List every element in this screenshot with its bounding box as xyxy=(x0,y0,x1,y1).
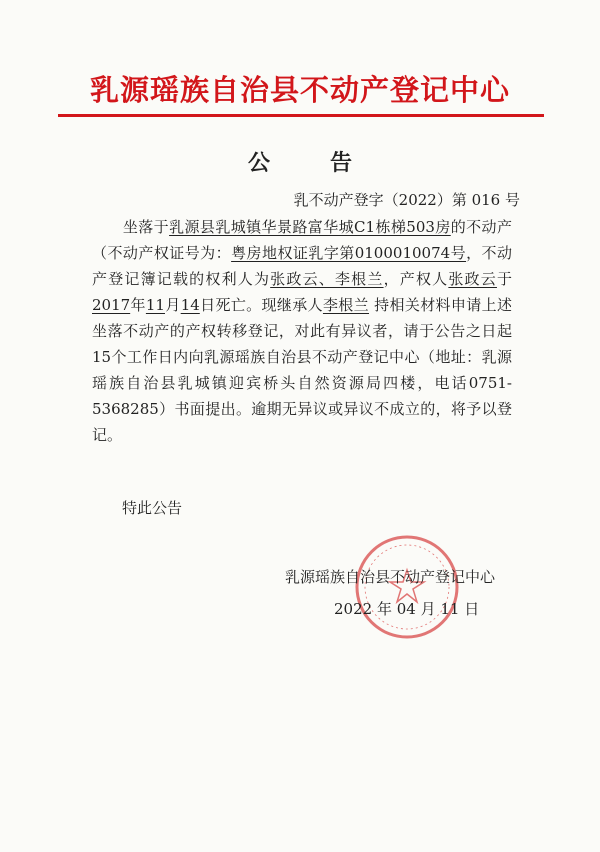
underlined-field: 11 xyxy=(145,296,165,314)
paragraph-text: 月 xyxy=(164,296,181,314)
paragraph-text: 于 xyxy=(496,270,512,288)
underlined-field: 乳源县乳城镇华景路富华城C1栋梯503房 xyxy=(169,218,451,236)
notice-paragraph xyxy=(92,214,512,448)
paragraph-text: ，不动产登记簿记载的权利人为 xyxy=(92,244,512,288)
notice-body xyxy=(92,214,512,448)
notice-title xyxy=(0,146,600,177)
paragraph-text: ，产权人 xyxy=(383,270,449,288)
paragraph-text: 的不动产（不动产权证号为： xyxy=(92,218,512,262)
underlined-field: 2017 xyxy=(92,296,131,314)
header-divider xyxy=(58,114,544,117)
paragraph-text: 年 xyxy=(130,296,146,314)
underlined-field: 粤房地权证乳字第0100010074号 xyxy=(231,244,467,262)
paragraph-text: 坐落于 xyxy=(122,218,170,236)
paragraph-text: 日死亡。现继承人 xyxy=(199,296,323,314)
notice-title-char-2: 告 xyxy=(330,150,353,176)
closing-remark: 特此公告 xyxy=(122,499,183,517)
paragraph-text: 持相关材料申请上述坐落不动产的产权转移登记，对此有异议者，请于公告之日起15个工作日内向乳源瑶族自治县不动产登记中心（地址：乳源瑶族自治县乳城镇迎宾桥头自然资源局四楼，电话0751-5368285）书面提出。逾期无异议或异议不成立的，将予以登记。 xyxy=(92,296,512,444)
underlined-field: 张政云、李根兰 xyxy=(270,270,384,288)
underlined-field: 李根兰 xyxy=(322,296,370,314)
notice-title-char-1: 公 xyxy=(247,150,270,176)
signature-date: 2022 年 04 月 11 日 xyxy=(334,600,480,618)
underlined-field: 张政云 xyxy=(448,270,497,288)
document-number: 乳不动产登字（2022）第 016 号 xyxy=(293,191,520,209)
signature-organization: 乳源瑶族自治县不动产登记中心 xyxy=(285,568,496,586)
official-seal-icon xyxy=(352,532,462,642)
underlined-field: 14 xyxy=(180,296,200,314)
document-header-title: 乳源瑶族自治县不动产登记中心 xyxy=(89,73,510,107)
